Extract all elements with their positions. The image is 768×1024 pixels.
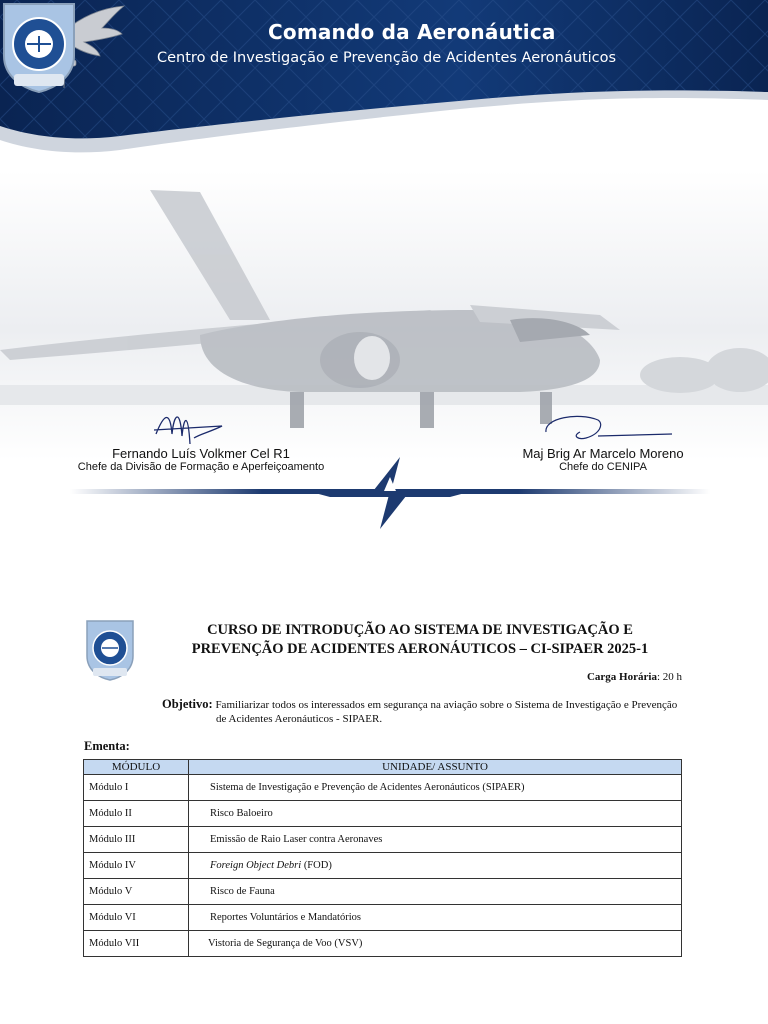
table-header-row [84,760,682,775]
modules-table [83,759,682,957]
cell-assunto: Sistema de Investigação e Prevenção de Acidentes Aeronáuticos (SIPAER) [189,775,682,801]
table-row [84,801,682,827]
objective-text-line2: de Acidentes Aeronáuticos - SIPAER. [216,713,383,725]
header-subtitle: Centro de Investigação e Prevenção de Acidentes Aeronáuticos [157,50,617,66]
objective-text-line1: Familiarizar todos os interessados em segurança na aviação sobre o Sistema de Investigação e Prevenção [215,699,678,711]
header-banner [0,0,768,170]
ementa-label: Ementa: [84,739,130,753]
workload-label: Carga Horária [586,671,657,683]
table-row [84,931,682,957]
cell-assunto: Reportes Voluntários e Mandatórios [189,905,682,931]
cell-modulo: Módulo I [84,775,189,801]
table-row [84,853,682,879]
cell-modulo: Módulo III [84,827,189,853]
table-row [84,879,682,905]
signer-right-name: Maj Brig Ar Marcelo Moreno [522,446,684,461]
cell-assunto [189,853,682,879]
signer-left-role: Chefe da Divisão de Formação e Aperfeiçoamento [77,461,325,473]
cell-modulo: Módulo V [84,879,189,905]
signature-right-scribble [538,410,678,446]
cell-assunto: Risco de Fauna [189,879,682,905]
header-title: Comando da Aeronáutica [268,20,556,44]
signer-right-role: Chefe do CENIPA [559,461,647,473]
cenipa-badge-icon [0,0,78,94]
cell-modulo: Módulo IV [84,853,189,879]
cell-modulo: Módulo VII [84,931,189,957]
table-row [84,775,682,801]
cenipa-small-badge-icon [84,618,136,682]
signer-left-name: Fernando Luís Volkmer Cel R1 [112,446,290,461]
course-title-line2: PREVENÇÃO DE ACIDENTES AERONÁUTICOS – CI-SIPAER 2025-1 [191,641,649,657]
cell-assunto: Emissão de Raio Laser contra Aeronaves [189,827,682,853]
cell-assunto-italic: Foreign Object Debri [210,860,302,871]
signature-left-scribble [150,404,230,452]
table-row [84,905,682,931]
column-header-modulo: MÓDULO [84,760,189,775]
emblem-divider [70,455,710,530]
column-header-assunto: UNIDADE/ ASSUNTO [189,760,682,775]
cell-assunto-rest: (FOD) [301,860,332,871]
workload-value: : 20 h [656,671,682,683]
cell-assunto: Risco Baloeiro [189,801,682,827]
workload [587,671,682,683]
course-title-line1: CURSO DE INTRODUÇÃO AO SISTEMA DE INVESTIGAÇÃO E [207,622,633,638]
objective-label: Objetivo: [162,697,213,711]
cell-modulo: Módulo VI [84,905,189,931]
cell-modulo: Módulo II [84,801,189,827]
course-title [180,621,660,659]
objective [162,697,682,726]
cell-assunto: Vistoria de Segurança de Voo (VSV) [189,931,682,957]
table-row [84,827,682,853]
